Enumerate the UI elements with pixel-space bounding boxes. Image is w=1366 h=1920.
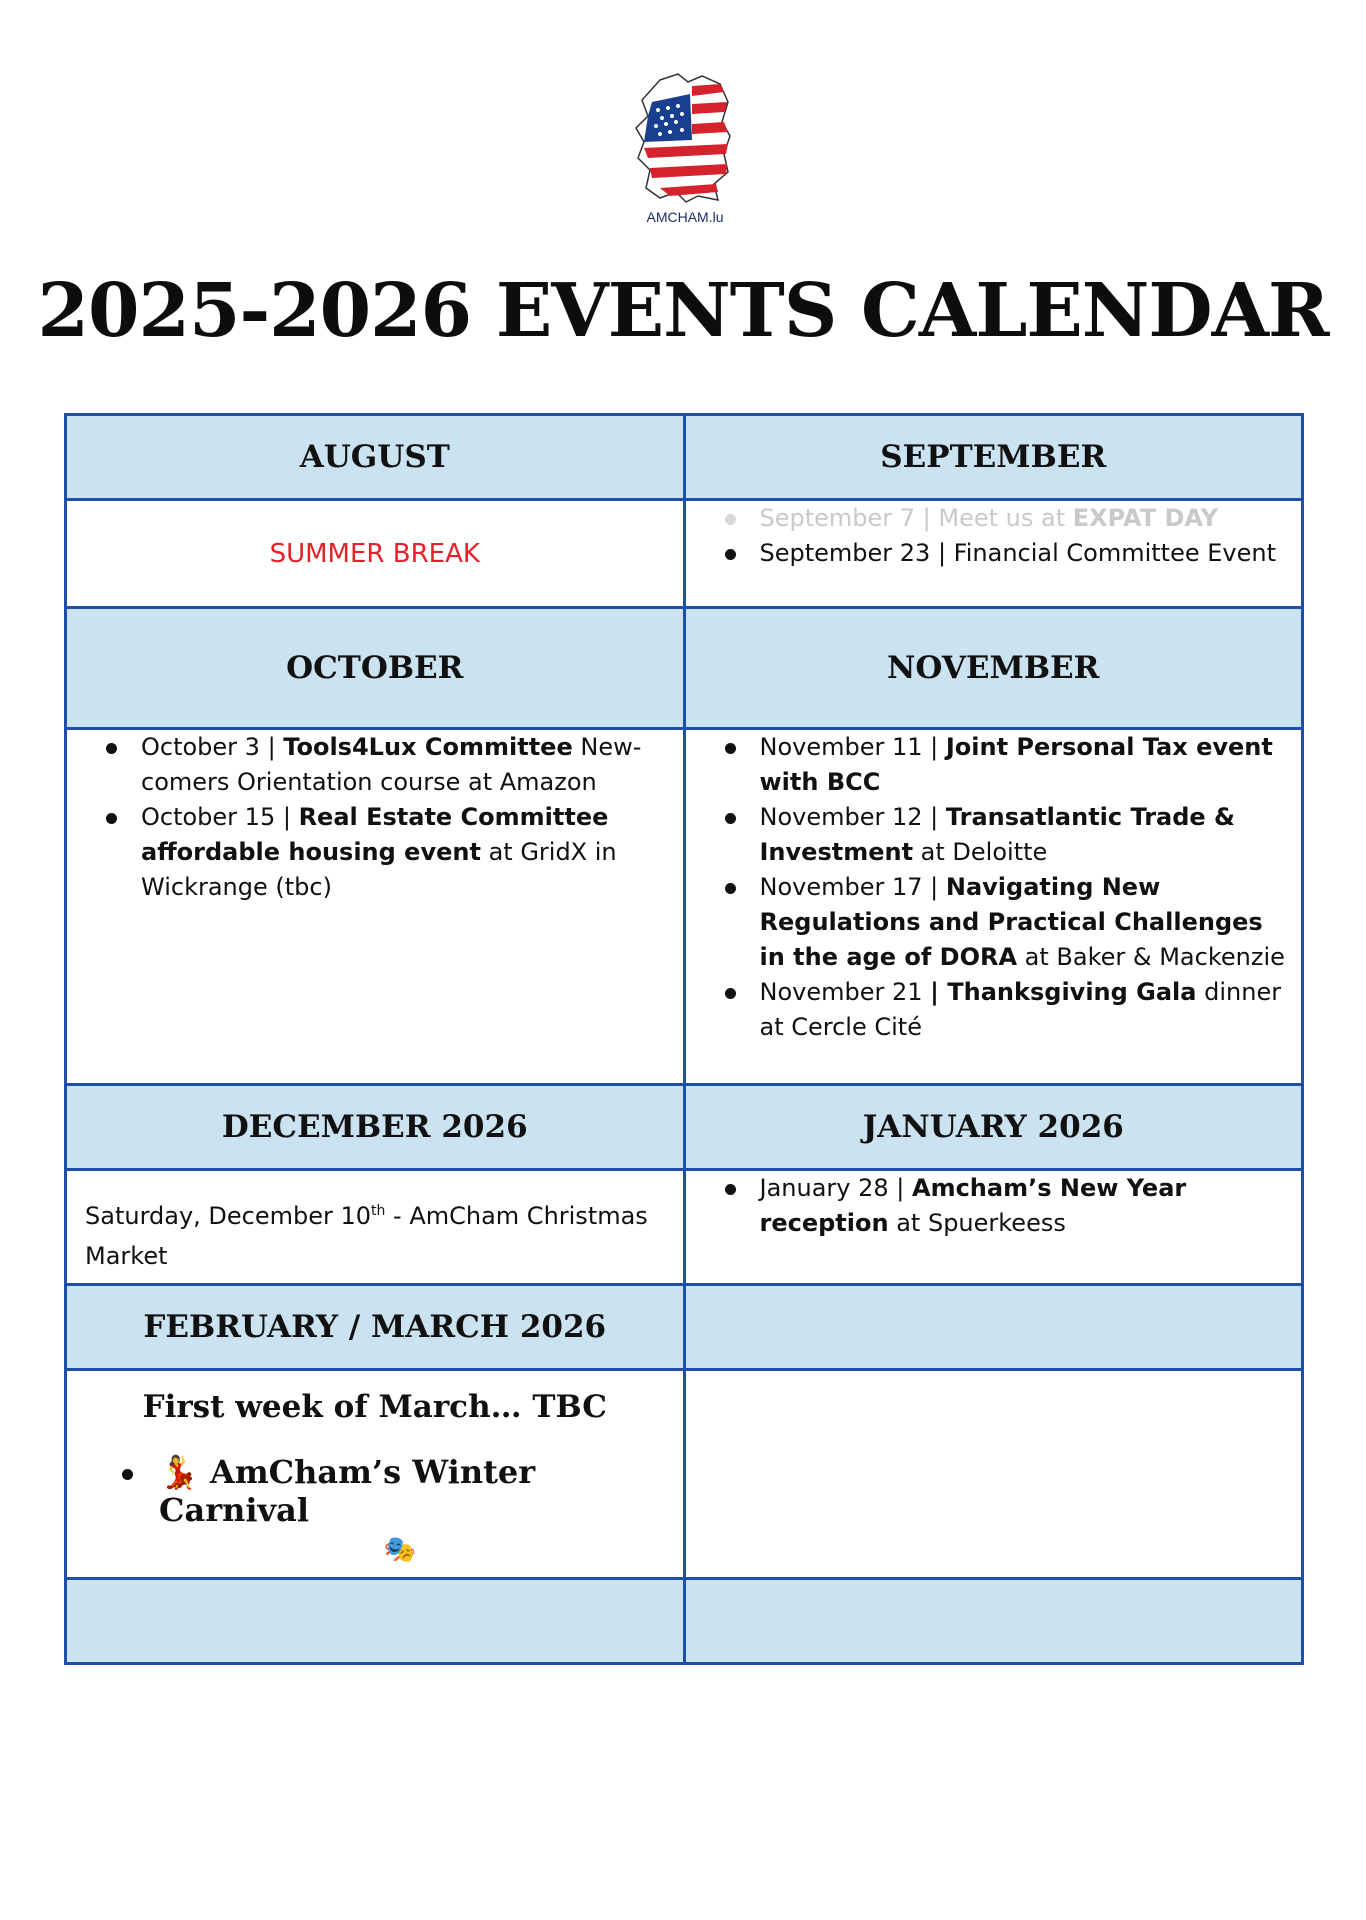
empty-content-cell bbox=[684, 1370, 1303, 1579]
month-heading-august: AUGUST bbox=[66, 415, 685, 500]
november-events-cell bbox=[684, 729, 1303, 1085]
theater-masks-icon: 🎭 bbox=[383, 1535, 416, 1565]
feb-march-subheading: First week of March… TBC bbox=[142, 1389, 607, 1425]
bullet-icon bbox=[122, 1469, 133, 1480]
logo bbox=[630, 72, 740, 232]
list-item: September 7 | Meet us at EXPAT DAY bbox=[686, 501, 1302, 536]
content-row bbox=[66, 500, 1303, 608]
header-row bbox=[66, 1085, 1303, 1170]
october-events-cell bbox=[66, 729, 685, 1085]
winter-carnival-event bbox=[67, 1453, 683, 1529]
list-item: October 15 | Real Estate Committee affordable housing event at GridX in Wickrange (tbc) bbox=[67, 800, 683, 905]
events-calendar-table bbox=[64, 413, 1304, 1665]
list-item: January 28 | Amcham’s New Year reception at Spuerkeess bbox=[686, 1171, 1302, 1241]
october-events bbox=[67, 730, 683, 905]
list-item: September 23 | Financial Committee Event bbox=[686, 536, 1302, 571]
list-item: October 3 | Tools4Lux Committee New-comers Orientation course at Amazon bbox=[67, 730, 683, 800]
empty-heading-cell bbox=[684, 1285, 1303, 1370]
month-heading-feb-march: FEBRUARY / MARCH 2026 bbox=[66, 1285, 685, 1370]
content-row bbox=[66, 729, 1303, 1085]
content-row bbox=[66, 1370, 1303, 1579]
header-row bbox=[66, 415, 1303, 500]
content-row bbox=[66, 1170, 1303, 1285]
empty-footer-cell-right bbox=[684, 1579, 1303, 1664]
month-heading-january: JANUARY 2026 bbox=[684, 1085, 1303, 1170]
empty-footer-cell-left bbox=[66, 1579, 685, 1664]
month-heading-september: SEPTEMBER bbox=[684, 415, 1303, 500]
december-events-cell bbox=[66, 1170, 685, 1285]
month-heading-december: DECEMBER 2026 bbox=[66, 1085, 685, 1170]
us-flag-lion-logo-icon bbox=[630, 72, 740, 207]
month-heading-november: NOVEMBER bbox=[684, 608, 1303, 729]
logo-caption: AMCHAM.lu bbox=[646, 209, 724, 225]
page-title: 2025-2026 EVENTS CALENDAR bbox=[37, 268, 1329, 354]
month-heading-october: OCTOBER bbox=[66, 608, 685, 729]
november-events bbox=[686, 730, 1302, 1045]
list-item: November 17 | Navigating New Regulations and Practical Challenges in the age of DORA at Baker & Mackenzie bbox=[686, 870, 1302, 975]
winter-carnival-label: AmCham’s Winter Carnival bbox=[159, 1453, 536, 1529]
dancer-icon: 💃 bbox=[159, 1453, 199, 1491]
list-item: November 12 | Transatlantic Trade & Investment at Deloitte bbox=[686, 800, 1302, 870]
empty-footer-row bbox=[66, 1579, 1303, 1664]
header-row bbox=[66, 1285, 1303, 1370]
december-event-text: Saturday, December 10th - AmCham Christmas Market bbox=[85, 1202, 648, 1270]
january-events bbox=[686, 1171, 1302, 1241]
header-row bbox=[66, 608, 1303, 729]
list-item: November 11 | Joint Personal Tax event with BCC bbox=[686, 730, 1302, 800]
september-events-cell bbox=[684, 500, 1303, 608]
list-item: November 21 | Thanksgiving Gala dinner at Cercle Cité bbox=[686, 975, 1302, 1045]
september-events bbox=[686, 501, 1302, 571]
january-events-cell bbox=[684, 1170, 1303, 1285]
feb-march-events-cell bbox=[66, 1370, 685, 1579]
summer-break-note: SUMMER BREAK bbox=[66, 500, 685, 608]
